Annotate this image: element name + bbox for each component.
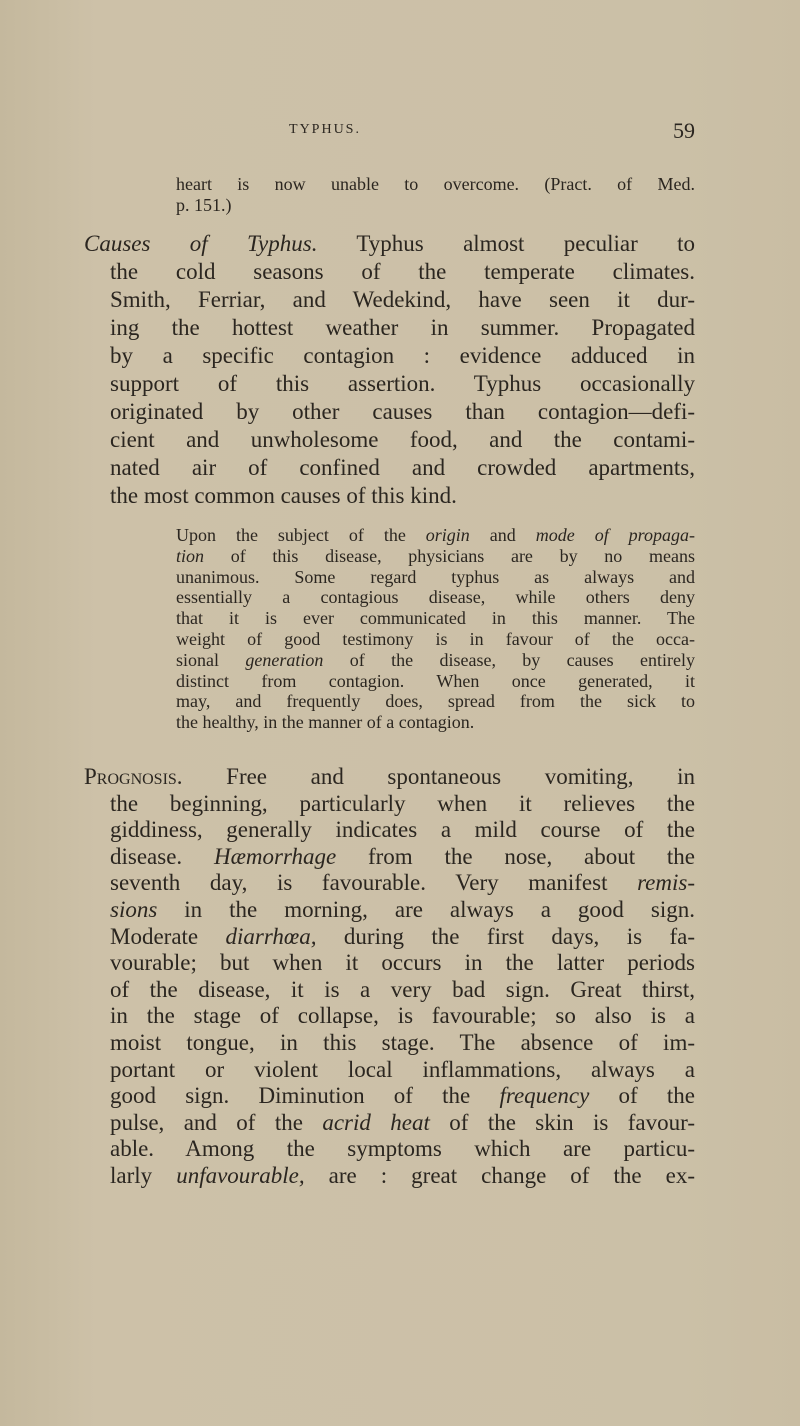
text-segment: nated air of confined and crowded apartments, (110, 455, 695, 480)
text-line (176, 650, 695, 671)
text-line (84, 764, 695, 791)
text-segment: of this disease, physicians are by no means (204, 545, 695, 566)
text-segment: sional (176, 649, 246, 670)
text-segment: of the skin is favour- (429, 1109, 695, 1135)
text-segment: p. 151.) (176, 195, 232, 215)
page-number: 59 (673, 118, 695, 143)
text-line (110, 1110, 695, 1137)
text-segment: cient and unwholesome food, and the contami- (110, 427, 695, 452)
text-line (176, 174, 695, 195)
text-segment: Smith, Ferriar, and Wedekind, have seen it dur- (110, 287, 695, 312)
text-segment: in the stage of collapse, is favourable; so also is a (110, 1003, 695, 1029)
text-segment: Free and spontaneous vomiting, in (182, 764, 695, 789)
text-segment: able. Among the symptoms which are particu- (110, 1136, 695, 1162)
text-line (110, 398, 695, 426)
running-title: TYPHUS. (289, 122, 361, 137)
text-line (110, 1163, 695, 1190)
text-segment: heart is now unable to overcome. (Pract. of Med. (176, 174, 695, 194)
text-line (110, 977, 695, 1004)
text-segment: that it is ever communicated in this manner. The (176, 608, 695, 629)
text-line (110, 286, 695, 314)
text-line (110, 1003, 695, 1030)
italic-text: tion (176, 545, 205, 566)
text-line (110, 870, 695, 897)
text-segment: the beginning, particularly when it relieves the (110, 790, 695, 816)
text-segment: of the disease, it is a very bad sign. Great thirst, (110, 976, 695, 1002)
text-line (176, 671, 695, 692)
text-segment: are : great change of the ex- (304, 1162, 695, 1188)
italic-text: diarrhœa, (225, 923, 317, 949)
italic-text: unfavourable, (176, 1162, 305, 1188)
italic-text: remis- (637, 870, 695, 896)
text-line (110, 342, 695, 370)
text-segment: moist tongue, in this stage. The absence of im- (110, 1029, 695, 1055)
text-line (110, 1057, 695, 1084)
text-segment: seventh day, is favourable. Very manifest (110, 870, 638, 896)
text-line (110, 1136, 695, 1163)
text-segment: good sign. Diminution of the (110, 1083, 500, 1109)
italic-text: frequency (499, 1083, 590, 1109)
text-segment: larly (110, 1162, 177, 1188)
text-segment: portant or violent local inflammations, always a (110, 1056, 695, 1082)
text-segment: giddiness, generally indicates a mild course of the (110, 817, 695, 843)
text-line (110, 950, 695, 977)
text-line (176, 567, 695, 588)
text-segment: essentially a contagious disease, while others deny (176, 587, 695, 608)
text-segment: disease. (110, 843, 214, 869)
text-segment: the most common causes of this kind. (110, 483, 457, 508)
italic-text: origin (425, 525, 470, 545)
text-line (176, 587, 695, 608)
text-line (110, 817, 695, 844)
text-line (110, 314, 695, 342)
text-line (176, 629, 695, 650)
text-line (110, 454, 695, 482)
text-line (110, 370, 695, 398)
text-segment: vourable; but when it occurs in the latter periods (110, 950, 695, 976)
text-segment: support of this assertion. Typhus occasionally (110, 371, 695, 396)
italic-text: Hæmorrhage (213, 843, 337, 869)
causes-of-typhus-paragraph (84, 230, 695, 510)
text-line (110, 1030, 695, 1057)
text-segment: and (469, 525, 536, 545)
text-segment: the healthy, in the manner of a contagion. (176, 712, 475, 733)
continued-quotation (176, 174, 695, 216)
text-line (176, 525, 695, 546)
text-line (176, 691, 695, 712)
text-line (110, 924, 695, 951)
text-segment: during the first days, is fa- (316, 923, 695, 949)
text-line (110, 482, 695, 510)
text-line (110, 258, 695, 286)
text-segment: of the (589, 1083, 695, 1109)
section-heading: Prognosis. (84, 764, 183, 789)
text-segment: ing the hottest weather in summer. Propagated (110, 315, 695, 340)
text-line (110, 426, 695, 454)
text-line (176, 712, 695, 733)
text-line (110, 844, 695, 871)
text-segment: may, and frequently does, spread from the sick to (176, 691, 695, 712)
text-segment: Typhus almost peculiar to (317, 231, 695, 256)
italic-text: mode of propaga- (535, 525, 695, 545)
text-line (176, 195, 695, 216)
text-segment: the cold seasons of the temperate climates. (110, 259, 695, 284)
text-line (110, 897, 695, 924)
text-segment: Upon the subject of the (176, 525, 426, 545)
text-segment: in the morning, are always a good sign. (157, 896, 695, 922)
text-line (110, 1083, 695, 1110)
text-segment: distinct from contagion. When once generated, it (176, 670, 695, 691)
text-segment: Moderate (110, 923, 226, 949)
text-line (176, 546, 695, 567)
text-segment: weight of good testimony is in favour of the occa- (176, 628, 695, 649)
text-segment: by a specific contagion : evidence adduced in (110, 343, 695, 368)
text-line (84, 230, 695, 258)
italic-text: Causes of Typhus. (84, 231, 318, 256)
origin-remark-paragraph (176, 525, 695, 733)
prognosis-paragraph (84, 764, 695, 1190)
text-line (176, 608, 695, 629)
text-segment: from the nose, about the (336, 843, 695, 869)
text-segment: pulse, and of the (110, 1109, 323, 1135)
italic-text: acrid heat (322, 1109, 430, 1135)
text-segment: unanimous. Some regard typhus as always and (176, 566, 695, 587)
text-segment: of the disease, by causes entirely (323, 649, 696, 670)
text-segment: originated by other causes than contagion—defi- (110, 399, 695, 424)
italic-text: generation (245, 649, 324, 670)
text-line (110, 791, 695, 818)
italic-text: sions (110, 896, 158, 922)
